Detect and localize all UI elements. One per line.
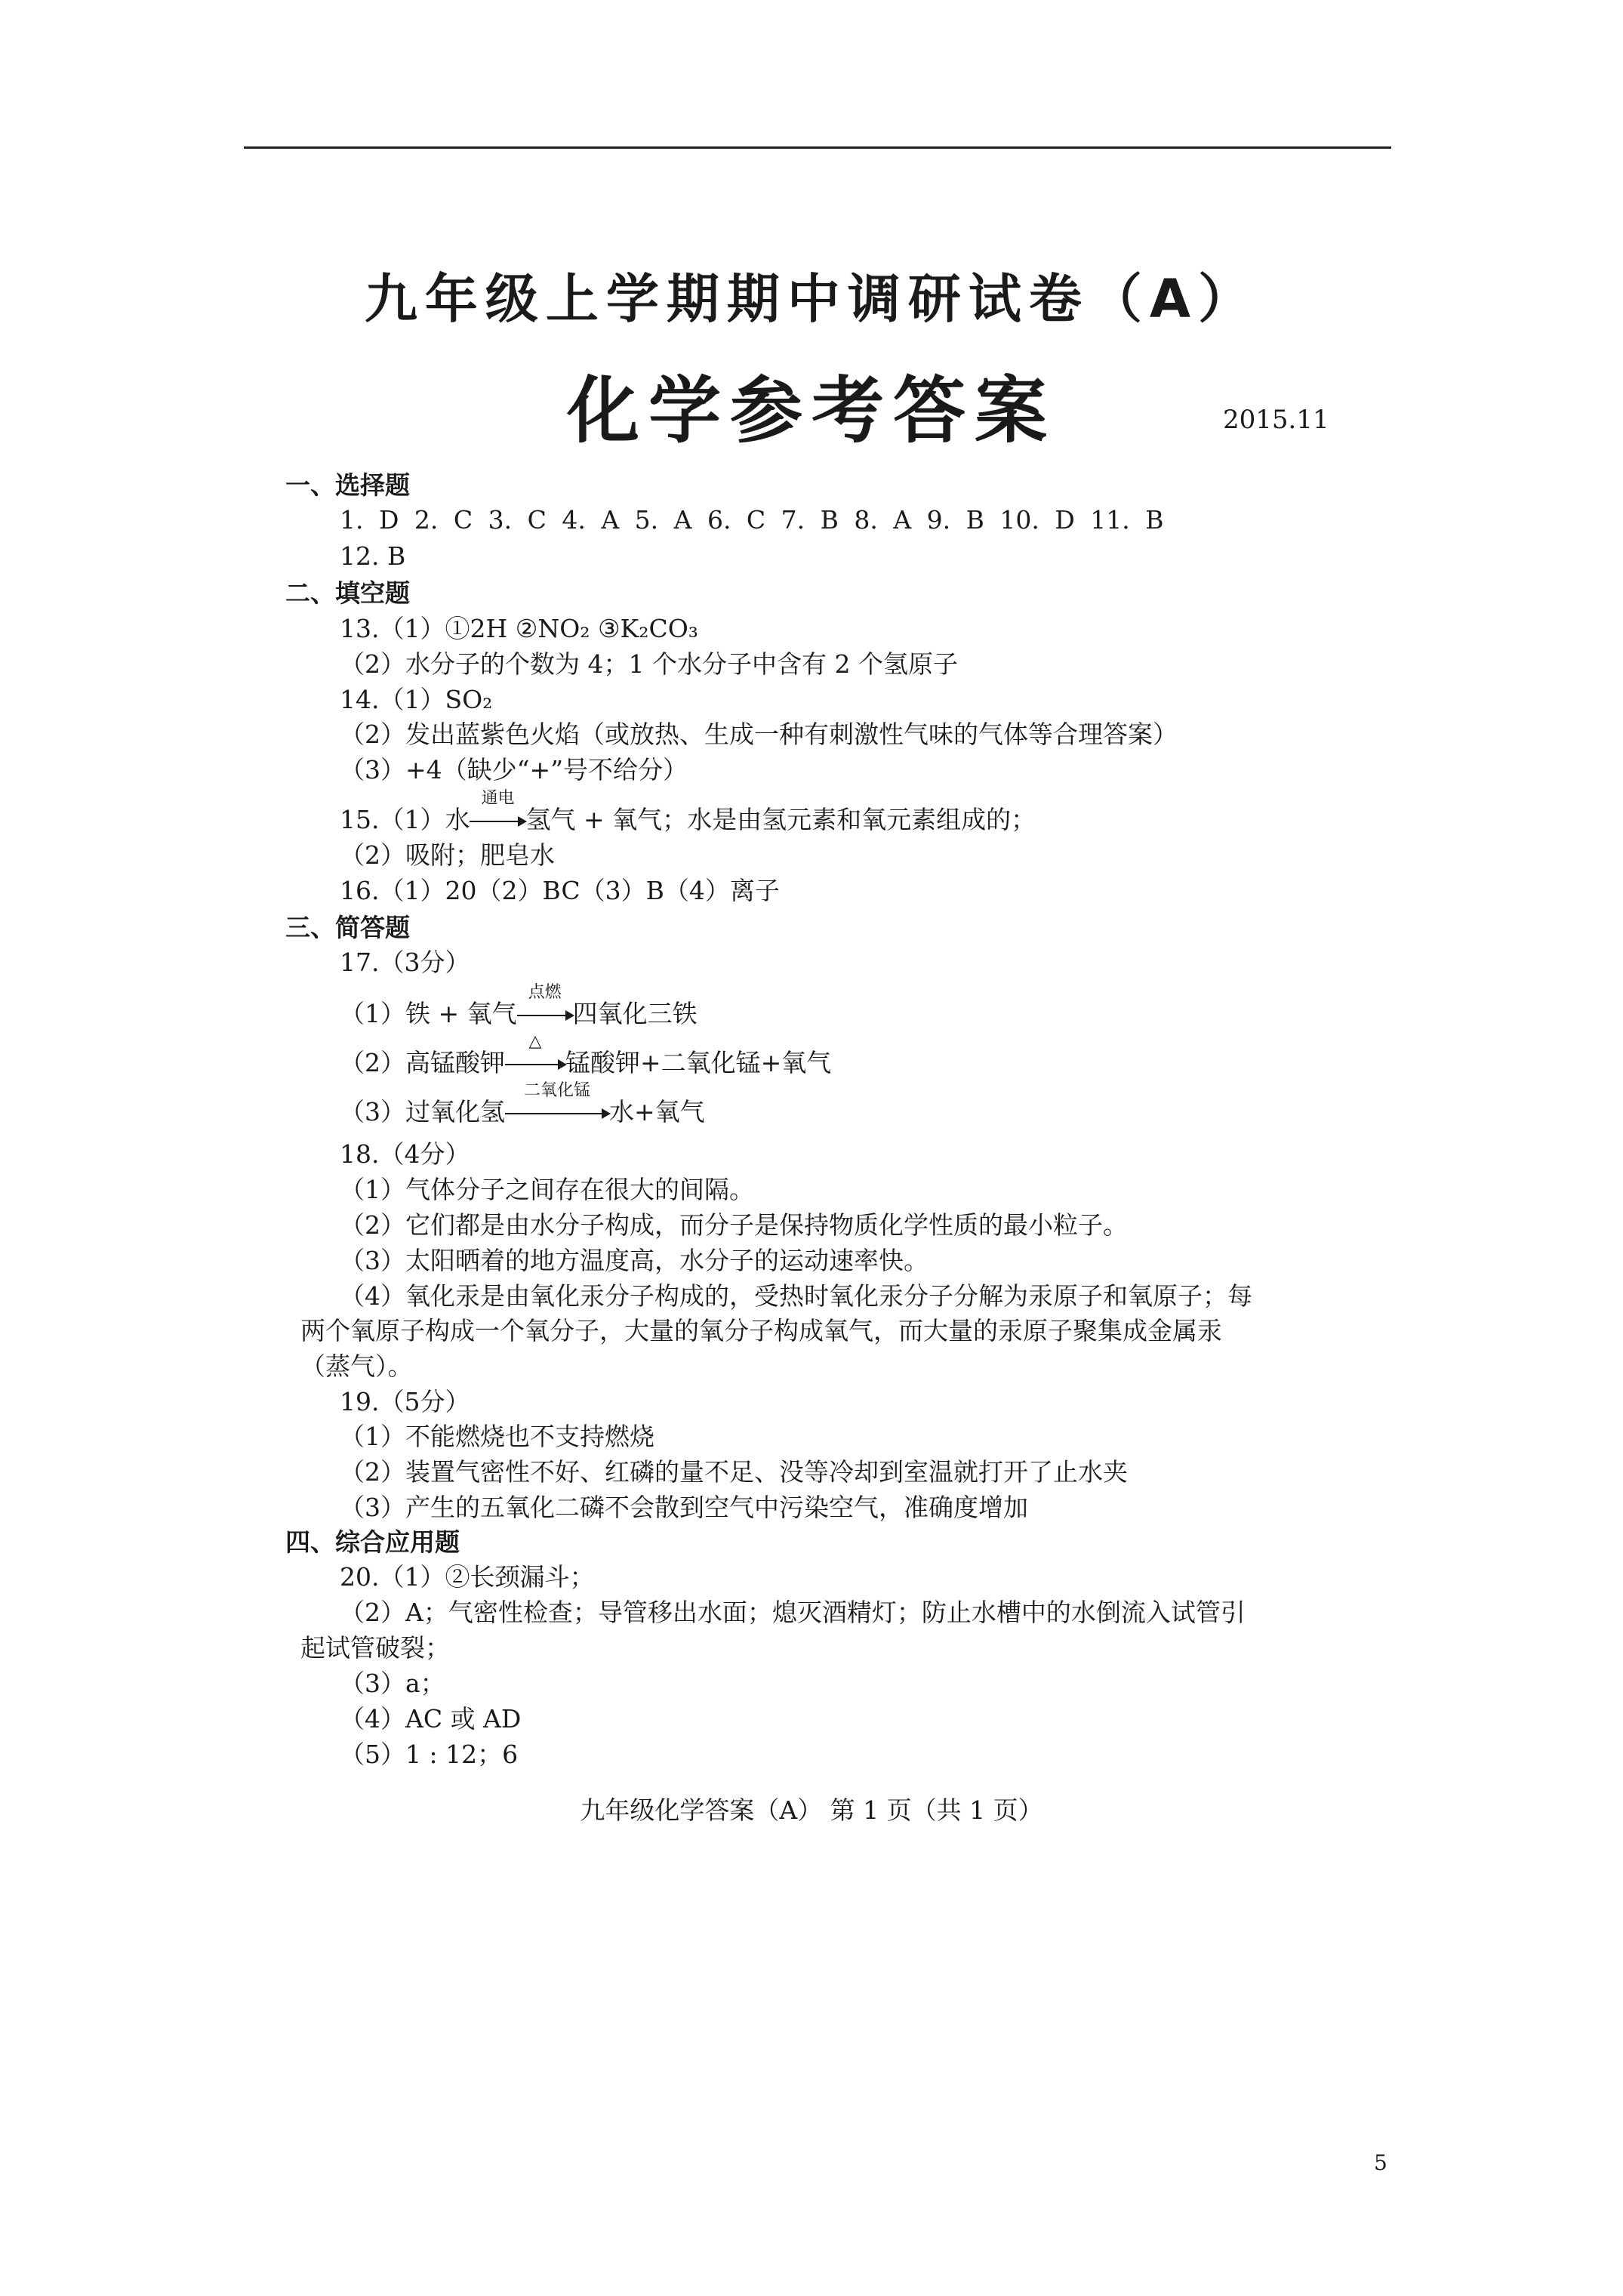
- page-title: 九年级上学期期中调研试卷（A）: [364, 268, 1259, 330]
- q14-part1: 14.（1）SO₂: [340, 685, 493, 714]
- q17-2-products: 锰酸钾+二氧化锰+氧气: [565, 1048, 832, 1077]
- reaction-condition: 点燃: [528, 983, 562, 1002]
- reaction-condition: 通电: [481, 789, 515, 808]
- page-footer: 九年级化学答案（A） 第 1 页（共 1 页）: [580, 1795, 1043, 1825]
- choice-answers-row2: 12. B: [340, 541, 406, 571]
- q15-products: 氢气 + 氧气；水是由氢元素和氧元素组成的；: [525, 805, 1036, 834]
- q17-3-products: 水+氧气: [609, 1097, 705, 1126]
- q16: 16.（1）20（2）BC（3）B（4）离子: [340, 876, 780, 905]
- q15-part2: （2）吸附；肥皂水: [340, 840, 555, 870]
- q19-head: 19.（5分）: [340, 1387, 470, 1416]
- q19-part3: （3）产生的五氧化二磷不会散到空气中污染空气，准确度增加: [340, 1493, 1028, 1522]
- q17-2-reactant: （2）高锰酸钾: [340, 1048, 505, 1077]
- top-rule: [244, 146, 1391, 149]
- q18-part4-line2: 两个氧原子构成一个氧分子，大量的氧分子构成氧气，而大量的汞原子聚集成金属汞: [300, 1316, 1222, 1345]
- choice-answers-row1: 1. D 2. C 3. C 4. A 5. A 6. C 7. B 8. A 9. B 10. D 11. B: [340, 505, 1164, 535]
- q18-part2: （2）它们都是由水分子构成，而分子是保持物质化学性质的最小粒子。: [340, 1210, 1128, 1240]
- q19-part2: （2）装置气密性不好、红磷的量不足、没等冷却到室温就打开了止水夹: [340, 1457, 1128, 1487]
- date: 2015.11: [1223, 405, 1329, 435]
- q20-part4: （4）AC 或 AD: [340, 1704, 522, 1734]
- q17-head: 17.（3分）: [340, 948, 470, 977]
- q18-part1: （1）气体分子之间存在很大的间隔。: [340, 1175, 754, 1204]
- section-heading-choice: 一、选择题: [285, 470, 410, 500]
- section-heading-fill: 二、填空题: [285, 578, 410, 608]
- q13-part2: （2）水分子的个数为 4；1 个水分子中含有 2 个氢原子: [340, 649, 958, 679]
- q20-part5: （5）1 : 12；6: [340, 1740, 519, 1769]
- q20-part1: 20.（1）②长颈漏斗；: [340, 1562, 595, 1592]
- q17-1-reactants: （1）铁 + 氧气: [340, 999, 517, 1028]
- reaction-arrow: [505, 1081, 609, 1130]
- page-subtitle: 化学参考答案: [567, 368, 1056, 453]
- q19-part1: （1）不能燃烧也不支持燃烧: [340, 1422, 654, 1451]
- q17-part3: [340, 1081, 705, 1130]
- reaction-arrow: [470, 789, 525, 837]
- q18-part3: （3）太阳晒着的地方温度高，水分子的运动速率快。: [340, 1246, 929, 1275]
- q20-part2-line1: （2）A；气密性检查；导管移出水面；熄灭酒精灯；防止水槽中的水倒流入试管引: [340, 1598, 1246, 1627]
- q17-1-product: 四氧化三铁: [572, 999, 698, 1028]
- q14-part3: （3）+4（缺少“+”号不给分）: [340, 755, 688, 784]
- reaction-condition: △: [528, 1032, 542, 1051]
- q18-part4-line1: （4）氧化汞是由氧化汞分子构成的，受热时氧化汞分子分解为汞原子和氧原子；每: [340, 1281, 1252, 1311]
- q18-head: 18.（4分）: [340, 1139, 470, 1169]
- q13-part1: 13.（1）①2H ②NO₂ ③K₂CO₃: [340, 614, 698, 643]
- q15-reactant: 15.（1）水: [340, 805, 470, 834]
- section-heading-comprehensive: 四、综合应用题: [285, 1527, 460, 1557]
- page-number: 5: [1374, 2150, 1387, 2175]
- section-heading-short: 三、简答题: [285, 913, 410, 942]
- q15-part1: [340, 789, 1036, 837]
- q14-part2: （2）发出蓝紫色火焰（或放热、生成一种有刺激性气味的气体等合理答案）: [340, 720, 1178, 749]
- q17-3-reactant: （3）过氧化氢: [340, 1097, 505, 1126]
- q18-part4-line3: （蒸气）。: [300, 1351, 413, 1381]
- q20-part2-line2: 起试管破裂；: [300, 1633, 450, 1663]
- q20-part3: （3）a；: [340, 1669, 445, 1698]
- reaction-condition: 二氧化锰: [523, 1081, 590, 1100]
